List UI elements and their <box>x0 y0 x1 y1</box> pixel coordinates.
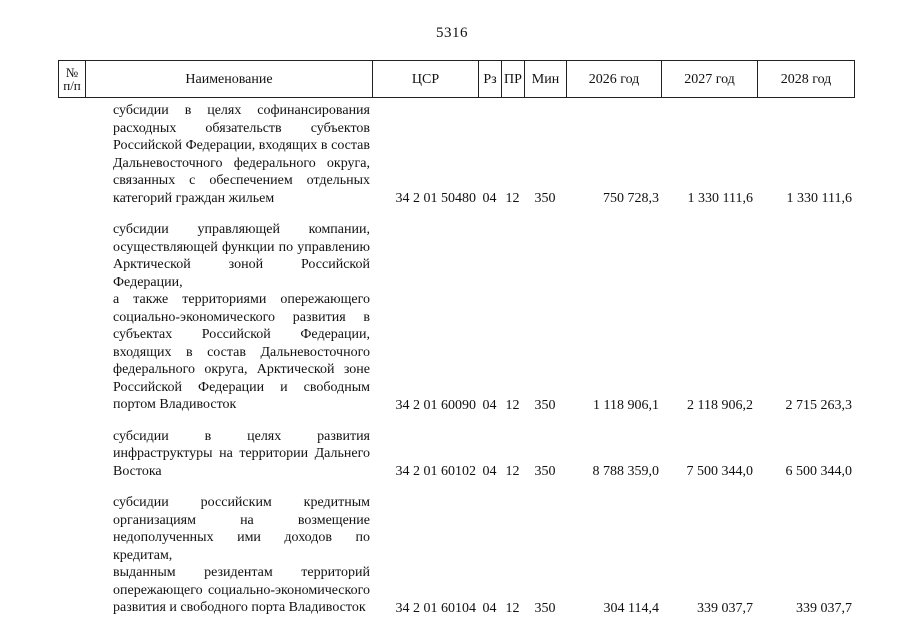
row-name-line: субъектах Российской Федерации, <box>113 327 370 342</box>
row-name-cell <box>85 102 372 207</box>
row-num-cell <box>58 221 85 414</box>
row-name-cell <box>85 494 372 617</box>
row-rz: 04 <box>482 191 497 206</box>
row-csr: 34 2 01 60102 <box>395 464 476 479</box>
row-rz: 04 <box>482 397 497 413</box>
row-2026: 8 788 359,0 <box>592 464 659 479</box>
row-name-line: Дальневосточного федерального округа, <box>113 155 370 171</box>
row-spacer <box>58 414 854 428</box>
row-num-cell <box>58 102 85 207</box>
row-csr: 34 2 01 60104 <box>395 600 476 616</box>
table-row <box>58 428 854 481</box>
header-rz: Рз <box>479 61 502 98</box>
row-pr: 12 <box>505 464 520 479</box>
row-name-line: Российской Федерации, входящих в состав <box>113 138 370 153</box>
row-name-line: опережающего социально-экономического <box>113 582 370 598</box>
header-csr: ЦСР <box>373 61 479 98</box>
row-name-line: субсидии российским кредитным <box>113 495 370 510</box>
row-csr: 34 2 01 50480 <box>395 191 476 206</box>
row-2028: 1 330 111,6 <box>786 191 852 206</box>
row-num-cell <box>58 494 85 617</box>
header-pr: ПР <box>502 61 525 98</box>
row-2026: 750 728,3 <box>603 191 659 206</box>
row-name-line: инфраструктуры на территории Дальнего <box>113 446 370 461</box>
header-min: Мин <box>525 61 567 98</box>
row-pr: 12 <box>505 600 520 616</box>
header-name: Наименование <box>86 61 373 98</box>
row-min: 350 <box>534 191 556 206</box>
row-name-line: категорий граждан жильем <box>113 190 275 206</box>
row-name-line: а также территориями опережающего <box>113 292 370 307</box>
table-row <box>58 494 854 617</box>
row-spacer <box>58 480 854 494</box>
row-name-cell <box>85 221 372 414</box>
row-name-line: социально-экономического развития в <box>113 309 370 325</box>
header-num: № п/п <box>59 61 86 98</box>
row-name-line: расходных обязательств субъектов <box>113 120 370 136</box>
row-2028: 339 037,7 <box>796 600 852 616</box>
row-pr: 12 <box>505 191 520 206</box>
row-num-cell <box>58 428 85 481</box>
row-name-line: Арктической зоной Российской Федерации, <box>113 257 370 290</box>
row-rz: 04 <box>482 600 497 616</box>
row-name-line: развития и свободного порта Владивосток <box>113 600 366 615</box>
row-name-line: субсидии в целях софинансирования <box>113 103 370 118</box>
row-name-line: федерального округа, Арктической зоне <box>113 362 370 377</box>
row-name-cell <box>85 428 372 481</box>
row-2027: 2 118 906,2 <box>687 397 753 413</box>
row-2027: 1 330 111,6 <box>687 191 753 206</box>
row-2026: 304 114,4 <box>603 600 659 616</box>
row-csr: 34 2 01 60090 <box>395 397 476 413</box>
row-2026: 1 118 906,1 <box>593 397 659 413</box>
row-min: 350 <box>534 464 556 479</box>
row-2028: 6 500 344,0 <box>785 464 852 479</box>
row-name-line: связанных с обеспечением отдельных <box>113 173 370 188</box>
table-header <box>58 60 855 98</box>
table-body <box>58 102 854 617</box>
row-min: 350 <box>534 600 556 616</box>
header-2026: 2026 год <box>567 61 662 98</box>
row-2027: 7 500 344,0 <box>686 464 753 479</box>
table-row <box>58 102 854 207</box>
row-rz: 04 <box>482 464 497 479</box>
row-2027: 339 037,7 <box>697 600 753 616</box>
row-name-line: субсидии управляющей компании, <box>113 222 370 237</box>
row-name-line: организациям на возмещение <box>113 512 370 528</box>
row-name-line: выданным резидентам территорий <box>113 565 370 580</box>
row-name-line: осуществляющей функции по управлению <box>113 239 370 255</box>
row-name-line: Востока <box>113 463 162 479</box>
row-name-line: недополученных ими доходов по кредитам, <box>113 530 370 563</box>
row-name-line: Российской Федерации и свободным <box>113 379 370 395</box>
row-pr: 12 <box>505 397 520 413</box>
header-2028: 2028 год <box>758 61 855 98</box>
row-spacer <box>58 207 854 221</box>
page-number: 5316 <box>436 25 468 41</box>
table-row <box>58 221 854 414</box>
header-2027: 2027 год <box>662 61 758 98</box>
row-name-line: входящих в состав Дальневосточного <box>113 344 370 360</box>
row-2028: 2 715 263,3 <box>785 397 852 413</box>
row-name-line: портом Владивосток <box>113 397 237 412</box>
row-min: 350 <box>534 397 556 413</box>
row-name-line: субсидии в целях развития <box>113 428 370 444</box>
